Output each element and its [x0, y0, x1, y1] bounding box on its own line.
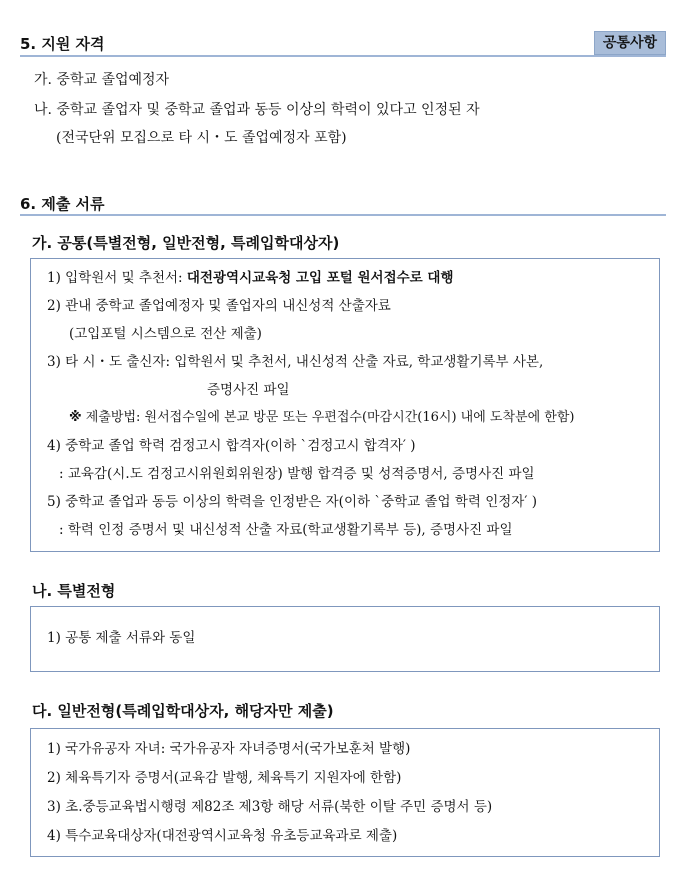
general-item-1: 1) 국가유공자 자녀: 국가유공자 자녀증명서(국가보훈처 발행)	[47, 741, 411, 757]
special-item-1: 1) 공통 제출 서류와 동일	[47, 630, 196, 646]
section-5-rule	[20, 55, 666, 57]
section-6-rule	[20, 214, 666, 216]
eligibility-item-a: 가. 중학교 졸업예정자	[34, 72, 170, 88]
common-item-1	[47, 268, 454, 288]
general-item-3: 3) 초.중등교육법시행령 제82조 제3항 해당 서류(북한 이탈 주민 증명서 등)	[47, 799, 493, 815]
special-docs-box	[30, 606, 660, 672]
common-item-5-detail: : 학력 인정 증명서 및 내신성적 산출 자료(학교생활기록부 등), 증명사진 파일	[59, 522, 513, 538]
common-item-2: 2) 관내 중학교 졸업예정자 및 졸업자의 내신성적 산출자료	[47, 298, 391, 314]
common-item-2-note: (고입포털 시스템으로 전산 제출)	[69, 326, 262, 342]
common-badge: 공통사항	[594, 31, 666, 55]
section-5-title: 5. 지원 자격	[20, 35, 105, 53]
common-item-4: 4) 중학교 졸업 학력 검정고시 합격자(이하 `검정고시 합격자′ )	[47, 438, 416, 454]
common-docs-title: 가. 공통(특별전형, 일반전형, 특례입학대상자)	[32, 234, 340, 252]
eligibility-item-b: 나. 중학교 졸업자 및 중학교 졸업과 동등 이상의 학력이 있다고 인정된 자	[34, 102, 480, 118]
eligibility-note: (전국단위 모집으로 타 시・도 졸업예정자 포함)	[56, 130, 347, 146]
common-item-3-cont: 증명사진 파일	[207, 382, 290, 398]
common-item-3-note	[69, 408, 574, 428]
general-item-2: 2) 체육특기자 증명서(교육감 발행, 체육특기 지원자에 한함)	[47, 770, 402, 786]
general-docs-title: 다. 일반전형(특례입학대상자, 해당자만 제출)	[32, 702, 334, 720]
note-mark: ※	[69, 410, 82, 425]
note-text: 제출방법: 원서접수일에 본교 방문 또는 우편접수(마감시간(16시) 내에 도착분에 한함)	[85, 410, 575, 425]
section-6-title: 6. 제출 서류	[20, 195, 105, 213]
common-item-1-text: 1) 입학원서 및 추천서:	[47, 270, 187, 286]
common-item-1-bold: 대전광역시교육청 고입 포털 원서접수로 대행	[186, 270, 454, 286]
special-docs-title: 나. 특별전형	[32, 582, 116, 600]
common-item-5: 5) 중학교 졸업과 동등 이상의 학력을 인정받은 자(이하 `중학교 졸업 학력 인정자′ )	[47, 494, 537, 510]
common-docs-box	[30, 258, 660, 552]
common-item-4-detail: : 교육감(시․도 검정고시위원회위원장) 발행 합격증 및 성적증명서, 증명사진 파일	[59, 466, 535, 482]
general-docs-box	[30, 728, 660, 857]
common-item-3: 3) 타 시・도 출신자: 입학원서 및 추천서, 내신성적 산출 자료, 학교생활기록부 사본,	[47, 354, 544, 370]
general-item-4: 4) 특수교육대상자(대전광역시교육청 유초등교육과로 제출)	[47, 828, 398, 844]
